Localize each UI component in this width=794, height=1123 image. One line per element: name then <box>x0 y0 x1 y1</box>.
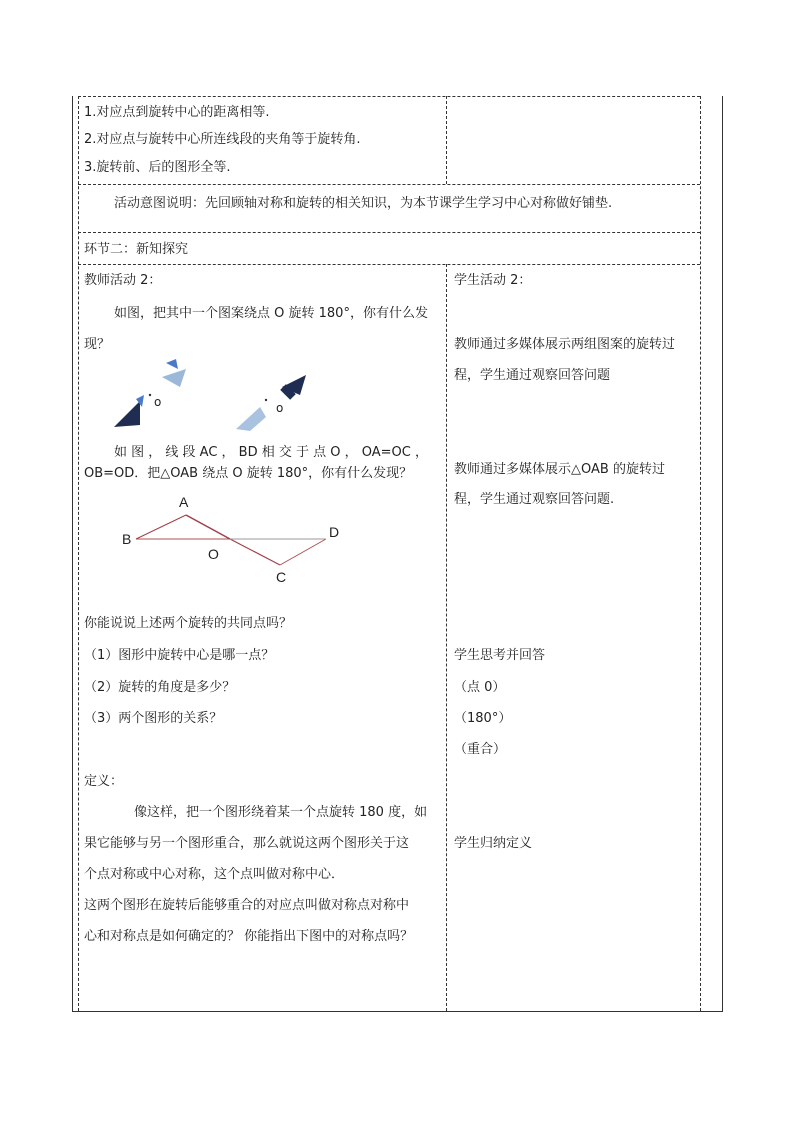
student-summary: 学生归纳定义 <box>454 836 533 851</box>
column-divider-top <box>446 96 447 184</box>
point-o-label: O <box>208 546 219 562</box>
row-divider-3 <box>78 264 700 265</box>
property-line-1: 1.对应点到旋转中心的距离相等. <box>84 105 270 120</box>
arrow-light-head <box>162 369 186 387</box>
definition-line-4: 这两个图形在旋转后能够重合的对应点叫做对称点对称中 <box>84 898 410 913</box>
rotation-center-label-2: o <box>276 401 284 415</box>
property-line-2: 2.对应点与旋转中心所连线段的夹角等于旋转角. <box>84 132 361 147</box>
arrow-light-accent <box>166 359 178 369</box>
student-answer-3: （重合） <box>454 742 507 757</box>
table-inner-left-border <box>78 96 79 1011</box>
student-activity-title: 学生活动 2： <box>454 273 532 288</box>
definition-line-5: 心和对称点是如何确定的？ 你能指出下图中的对称点吗？ <box>84 929 414 944</box>
definition-line-1: 像这样，把一个图形绕着某一个点旋转 180 度，如 <box>134 805 428 820</box>
property-line-3: 3.旋转前、后的图形全等. <box>84 160 231 175</box>
student-note-2a: 教师通过多媒体展示△OAB 的旋转过 <box>454 462 665 477</box>
definition-line-2: 果它能够与另一个图形重合，那么就说这两个图形关于这 <box>84 836 410 851</box>
point-a-label: A <box>179 494 189 510</box>
row-divider-1 <box>78 184 700 185</box>
column-divider-main <box>446 264 447 1011</box>
segment-ba <box>136 515 186 539</box>
arrow-light-tail <box>236 407 266 431</box>
student-answer-intro: 学生思考并回答 <box>454 648 546 663</box>
activity-intent-note: 活动意图说明：先回顾轴对称和旋转的相关知识，为本节课学生学习中心对称做好铺垫. <box>114 196 613 211</box>
segment-ao <box>186 515 230 539</box>
section-heading: 环节二：新知探究 <box>84 242 189 257</box>
point-d-label: D <box>329 524 340 540</box>
definition-label: 定义： <box>84 774 124 789</box>
rotated-arrows-figure <box>100 355 340 435</box>
question-1: （1）图形中旋转中心是哪一点？ <box>84 648 275 663</box>
student-note-1b: 程，学生通过观察回答问题 <box>454 368 611 383</box>
definition-line-3: 个点对称或中心对称，这个点叫做对称中心． <box>84 867 345 882</box>
point-b-label: B <box>122 531 132 547</box>
student-answer-2: （180°） <box>454 711 512 726</box>
teacher-paragraph-2b: OB=OD．把△OAB 绕点 O 旋转 180°，你有什么发现？ <box>84 466 413 481</box>
teacher-paragraph-1b: 现？ <box>84 337 111 352</box>
student-note-1a: 教师通过多媒体展示两组图案的旋转过 <box>454 337 676 352</box>
teacher-activity-title: 教师活动 2： <box>84 273 162 288</box>
triangle-rotation-figure <box>130 505 340 575</box>
question-3: （3）两个图形的关系？ <box>84 711 223 726</box>
common-points-question: 你能说说上述两个旋转的共同点吗？ <box>84 616 293 631</box>
student-answer-1: （点 0） <box>454 680 506 695</box>
table-outer-left-border <box>72 96 73 1011</box>
table-bottom-border <box>72 1011 723 1012</box>
point-c-label: C <box>276 569 287 585</box>
segment-cd <box>280 539 326 565</box>
table-top-border <box>78 96 700 97</box>
teacher-paragraph-2a: 如 图 ， 线 段 AC ， BD 相 交 于 点 O ， OA=OC ， <box>114 445 428 460</box>
segment-oc <box>230 539 280 565</box>
arrow-dark-head <box>114 401 140 427</box>
question-2: （2）旋转的角度是多少？ <box>84 680 236 695</box>
student-note-2b: 程，学生通过观察回答问题. <box>454 492 615 507</box>
table-inner-right-border <box>700 96 701 1011</box>
rotation-center-label-1: o <box>154 395 162 409</box>
table-outer-right-border <box>722 96 723 1011</box>
row-divider-2 <box>78 232 700 233</box>
teacher-paragraph-1a: 如图，把其中一个图案绕点 O 旋转 180°，你有什么发 <box>114 306 428 321</box>
